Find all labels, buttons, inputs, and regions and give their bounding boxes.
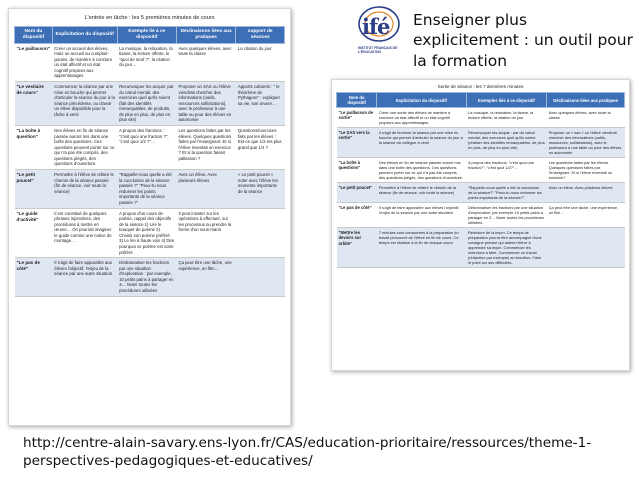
right-cell: Il s'agit de faire apparaître aux élèves l'objectif, l'enjeu de la séance par une autre situation — [377, 203, 466, 228]
right-cell: Dédramatiser les fractions par une situation d'exploration: par exemple 10 petits pains à partager en 3… Noter toutes les procédures utilisées. — [466, 203, 547, 228]
ife-logo — [356, 4, 402, 68]
right-header-1: Explicitation du dispositif — [377, 93, 466, 108]
right-cell: Avec un élève. Avec plusieurs élèves — [547, 183, 625, 203]
left-document — [8, 8, 291, 426]
left-cell: Ça peut être une tâche, une expérience, un film… — [176, 258, 235, 296]
right-cell: La musique, la relaxation, la tisane, la lecture offerte, la citation du jour — [466, 108, 547, 128]
left-table-row — [15, 170, 285, 208]
left-table-row — [15, 126, 285, 170]
left-cell: Dédramatiser les fractions par une situation d'exploration : par exemple, 10 petits pains à partager en 3… Noter toutes les procédures utilisées — [117, 258, 176, 296]
right-cell: A propos des fractions: "c'est quoi une fraction?", "c'est quoi 1/2?"… — [466, 158, 547, 183]
left-header-1: Explicitation du dispositif — [52, 27, 117, 44]
logo-subtitle: INSTITUT FRANÇAIS DE L'ÉDUCATION — [358, 46, 398, 55]
right-cell: Permettre à l'élève de refaire le chemin de la séance (fin de séance, voir toute la séance) — [377, 183, 466, 203]
left-table-row — [15, 208, 285, 258]
right-table-row — [337, 158, 625, 183]
left-cell: "Le pas de côté" — [15, 258, 53, 296]
right-table — [336, 92, 625, 268]
right-cell: "Le petit poucet" — [337, 183, 377, 203]
right-cell: Avec quelques élèves, avec toute la classe — [547, 108, 625, 128]
right-table-row — [337, 203, 625, 228]
left-header-4: support de séances — [236, 27, 285, 44]
right-cell — [547, 228, 625, 268]
logo-word: ifé — [362, 14, 390, 39]
left-header-2: Exemple lié à ce dispositif — [117, 27, 176, 44]
right-cell: Les questions faites par les élèves. Quelques questions faites par l'enseignant. Et si l'élève inventait un exercice? — [547, 158, 625, 183]
left-table-row — [15, 43, 285, 81]
left-table — [14, 26, 285, 297]
left-cell: Reconvoquer les acquis: par du calcul mental, des exercices quel qu'ils soient (fait des identités remarquables, de produits, de plus en plus, de plus en plus vite) — [117, 81, 176, 125]
left-cell: La citation du jour — [236, 43, 285, 81]
left-document-title: L'entrée en tâche : les 5 premières minutes de cours — [84, 15, 215, 21]
slide-heading: Enseigner plus explicitement : un outil pour la formation — [413, 11, 633, 70]
left-table-row — [15, 258, 285, 296]
right-cell: "Mettre les devoirs sur orbite" — [337, 228, 377, 268]
left-cell: "Le guide d'activité" — [15, 208, 53, 258]
right-cell: Reconvoquer les acquis : par du calcul mental, des exercices quel qu'ils soient (réaliser des identités remarquables, de plus en plus, de plus en plus vite) — [466, 128, 547, 158]
right-document-title: Sortie de séance : les 7 dernières minutes — [437, 84, 524, 89]
right-cell: "Le pas de côté" — [337, 203, 377, 228]
left-cell: Il s'agit de faire apparaître aux élèves l'objectif, l'enjeu de la séance par une autre situation — [52, 258, 117, 296]
right-cell: Créer une sortie des élèves de manière à conclure un état affectif et un état cognitif propices aux apprentissages — [377, 108, 466, 128]
right-table-row — [337, 128, 625, 158]
left-cell: Apports culturels : " le théorème de Pythagore" : expliquer sa vie, son œuvre… — [236, 81, 285, 125]
right-cell: Des élèves en fin de séance passée auront mis dans une boîte des questions. Ces questions peuvent porter sur ce qui n'a pas été compris, des questions piégés, des questions d'ouverture. — [377, 158, 466, 183]
left-cell: "La boîte à question" — [15, 126, 53, 170]
left-cell: « Le petit poucet » noter avec l'élève les moments importants de la séance — [236, 170, 285, 208]
left-cell: "Le petit poucet" — [15, 170, 53, 208]
right-table-row — [337, 183, 625, 203]
left-cell: "Le vestiaire de cours" — [15, 81, 53, 125]
left-cell — [236, 258, 285, 296]
left-cell: A propos des fractions : "c'est quoi une fraction ?", "c'est quoi 1/2 ?"… — [117, 126, 176, 170]
source-url: http://centre-alain-savary.ens-lyon.fr/CAS/education-prioritaire/ressources/theme-1-perspectives-pedagogiques-et-educatives/ — [23, 435, 592, 470]
left-cell: Commencer la séance par une mise en bouche qui permet d'articuler la séance du jour à la séance précédente, ou d'avoir un élève disponible pour la tâche à venir — [52, 81, 117, 125]
right-header-0: Nom du dispositif — [337, 93, 377, 108]
right-document — [331, 79, 630, 371]
left-cell: "Rappelle-nous quelle a été la conclusion de la séance passée ?" "Peux-tu nous redonner les points importants de la séance passée ?" — [117, 170, 176, 208]
left-cell: Créer un accueil des élèves, mais un accueil au comptoir-goutes, de manière à conclure un état affectif et un état cognitif propices aux apprentissages — [52, 43, 117, 81]
right-cell: 7 minutes sont consacrées à la préparation du travail personnel de l'élève en fin de cours. Ce temps est ritualisé à la fin de chaque cours. — [377, 228, 466, 268]
left-cell: Avec un élève. Avec plusieurs élèves — [176, 170, 235, 208]
right-cell: "La boîte à questions" — [337, 158, 377, 183]
left-header-3: Déclinaisons liées aux pratiques — [176, 27, 235, 44]
left-cell — [236, 208, 285, 258]
left-cell: A propos d'un cours de poésie, rappel des objectifs de la séance 1) Lire le bouquet de poème 2) Choisir son poème préféré 3) Le lire à haute voix 4) Dire pourquoi ce poème est votre préféré — [117, 208, 176, 258]
right-cell: Ça peut être une tâche, une expérience, un film… — [547, 203, 625, 228]
left-table-row — [15, 81, 285, 125]
right-cell: "Le SAS vers la sortie" — [337, 128, 377, 158]
left-cell: Il peut insister sur les opérations à effectuer, sur les processus ou prendre la forme d'un sous-marin — [176, 208, 235, 258]
left-cell: La musique, la relaxation, la tisane, la lecture offerte, le "quoi de neuf ?", la citation du jour… — [117, 43, 176, 81]
left-header-0: Nom du dispositif — [15, 27, 53, 44]
left-cell: Proposer un SAS ou l'élève viendrait chercher des informations (outils, ressources sollicitations), avec le professeur à une table ou pour des élèves en autonomie — [176, 81, 235, 125]
left-cell: Questions/exercices faits par les élèves : Est-ce que 1/2 est plus grand que 1/4 ? — [236, 126, 285, 170]
right-table-row — [337, 228, 625, 268]
right-header-2: Exemples liés à ce dispositif — [466, 93, 547, 108]
left-cell: Avec quelques élèves, avec toute la classe — [176, 43, 235, 81]
right-table-row — [337, 108, 625, 128]
left-cell: Permettre à l'élève de refaire le chemin de la séance passée (fin de séance, voir toute la séance) — [52, 170, 117, 208]
left-cell: Les questions faites par les élèves. Quelques questions faites par l'enseignant. Et si l'élève inventait un exercice ? Et si la question faisait pallasson ? — [176, 126, 235, 170]
left-cell: "Le paillasson" — [15, 43, 53, 81]
right-header-3: Déclinaisons liées aux pratiques — [547, 93, 625, 108]
right-cell: "Rappelle-nous quelle a été la conclusion de la séance?" "Peux-tu nous redonner les points importants de la séance?" — [466, 183, 547, 203]
right-cell: Relecture de la leçon. Ce temps de préparation pourra être accompagné d'une consigne précise qui aidera l'élève à apprendre sa leçon. Commencer les exercices à faire. Commencer un travail (rédaction par exemple) au brouillon. Faire le point sur ses difficultés. — [466, 228, 547, 268]
left-cell: Des élèves en fin de séance passée auront mis dans une boîte des questions. Ces questions peuvent porter sur ce qui n'a pas été compris, des questions piégés, des questions d'ouverture. — [52, 126, 117, 170]
right-cell: Il s'agit de terminer la séance par une mise en bouche qui permet d'articuler la séance du jour à la séance du collègue à venir — [377, 128, 466, 158]
right-cell: "Le paillasson de sortie" — [337, 108, 377, 128]
right-cell: Proposer un « sas » où l'élève viendrait chercher des informations (outils, ressources, sollicitations), avec le professeur à une table ou pour des élèves en autonomie — [547, 128, 625, 158]
left-cell: Il est constitué de quelques phrases injonctives, des procédures à mettre en œuvre… On pourrait imaginer le guide comme une notice de montage… — [52, 208, 117, 258]
